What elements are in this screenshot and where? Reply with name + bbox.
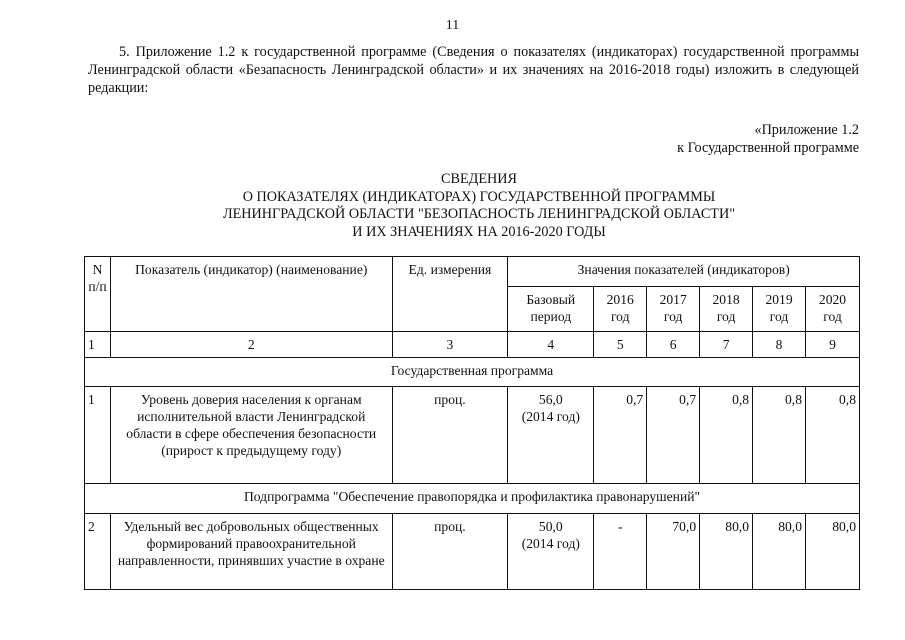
- column-number-5: 5: [594, 332, 647, 358]
- header-indicator: Показатель (индикатор) (наименование): [110, 257, 392, 332]
- header-num-line-1: N: [92, 262, 103, 277]
- header-values: Значения показателей (индикаторов): [508, 257, 860, 287]
- header-base-period: [508, 287, 594, 332]
- column-number-row: [85, 332, 860, 358]
- table-row: [85, 387, 860, 484]
- title-line-1: СВЕДЕНИЯ: [441, 171, 517, 187]
- header-year-2018-line-1: 2018: [712, 292, 740, 307]
- header-unit: Ед. измерения: [392, 257, 508, 332]
- title-line-4: И ИХ ЗНАЧЕНИЯХ НА 2016-2020 ГОДЫ: [352, 223, 606, 240]
- table-row: [85, 514, 860, 590]
- header-num: [85, 257, 111, 332]
- row-unit: проц.: [392, 514, 508, 590]
- header-year-2020-line-2: год: [823, 309, 842, 324]
- row-value-2016: 0,7: [594, 387, 647, 484]
- header-year-2020-line-1: 2020: [818, 292, 847, 307]
- title-line-3: ЛЕНИНГРАДСКОЙ ОБЛАСТИ "БЕЗОПАСНОСТЬ ЛЕНИНГРАДСКОЙ ОБЛАСТИ": [222, 206, 736, 222]
- row-base-value: 56,0: [538, 392, 563, 407]
- page-number: 11: [445, 18, 460, 33]
- row-base-value: 50,0: [538, 519, 563, 534]
- column-number-4: 4: [508, 332, 594, 358]
- row-indicator: Уровень доверия населения к органам исполнительной власти Ленинградской области в сфере обеспечения безопасности (прирост к предыдущему году): [110, 387, 392, 484]
- indicators-table: [84, 256, 860, 590]
- row-indicator: Удельный вес добровольных общественных формирований правоохранительной направленности, принявших участие в охране: [110, 514, 392, 590]
- appendix-reference-line-2: к Государственной программе: [677, 140, 859, 156]
- appendix-reference-line-1: «Приложение 1.2: [754, 122, 859, 138]
- header-year-2020: [806, 287, 860, 332]
- row-base-year: (2014 год): [521, 409, 580, 424]
- column-number-8: 8: [753, 332, 806, 358]
- row-unit: проц.: [392, 387, 508, 484]
- row-value-2020: 80,0: [806, 514, 860, 590]
- column-number-7: 7: [700, 332, 753, 358]
- row-value-2018: 0,8: [700, 387, 753, 484]
- header-row-1: [85, 257, 860, 287]
- header-num-line-2: п/п: [88, 279, 107, 294]
- column-number-9: 9: [806, 332, 860, 358]
- section-title-row: [85, 358, 860, 387]
- row-base-period: [508, 387, 594, 484]
- header-year-2018: [700, 287, 753, 332]
- row-value-2017: 0,7: [647, 387, 700, 484]
- row-value-2019: 0,8: [753, 387, 806, 484]
- row-base-period: [508, 514, 594, 590]
- header-base-line-2: период: [530, 309, 572, 324]
- column-number-1: 1: [85, 332, 111, 358]
- row-value-2018: 80,0: [700, 514, 753, 590]
- header-year-2017-line-2: год: [663, 309, 683, 324]
- appendix-reference: [677, 121, 859, 157]
- column-number-3: 3: [392, 332, 508, 358]
- header-year-2019-line-2: год: [769, 309, 789, 324]
- header-year-2017-line-1: 2017: [659, 292, 687, 307]
- header-year-2017: [647, 287, 700, 332]
- header-year-2019-line-1: 2019: [765, 292, 793, 307]
- row-value-2016: -: [594, 514, 647, 590]
- column-number-6: 6: [647, 332, 700, 358]
- row-value-2017: 70,0: [647, 514, 700, 590]
- header-year-2016-line-2: год: [610, 309, 630, 324]
- section-title-subprogram: Подпрограмма "Обеспечение правопорядка и профилактика правонарушений": [85, 484, 860, 514]
- header-base-line-1: Базовый: [526, 292, 576, 307]
- intro-paragraph: 5. Приложение 1.2 к государственной программе (Сведения о показателях (индикаторах) государственной программы Ленинградской области «Безапасность Ленинградской области» и их значениях на 2016-2018 годы) изложить в следующей редакции:: [88, 44, 859, 96]
- row-base-year: (2014 год): [521, 536, 580, 551]
- document-title: [0, 171, 905, 241]
- row-num: 1: [85, 387, 111, 484]
- column-number-2: 2: [110, 332, 392, 358]
- row-value-2020: 0,8: [806, 387, 860, 484]
- row-value-2019: 80,0: [753, 514, 806, 590]
- row-num: 2: [85, 514, 111, 590]
- title-line-2: О ПОКАЗАТЕЛЯХ (ИНДИКАТОРАХ) ГОСУДАРСТВЕННОЙ ПРОГРАММЫ: [242, 188, 716, 205]
- header-year-2016: [594, 287, 647, 332]
- header-year-2019: [753, 287, 806, 332]
- section-title-row: [85, 484, 860, 514]
- header-year-2016-line-1: 2016: [606, 292, 634, 307]
- section-title-state-program: Государственная программа: [85, 358, 860, 387]
- header-year-2018-line-2: год: [716, 309, 736, 324]
